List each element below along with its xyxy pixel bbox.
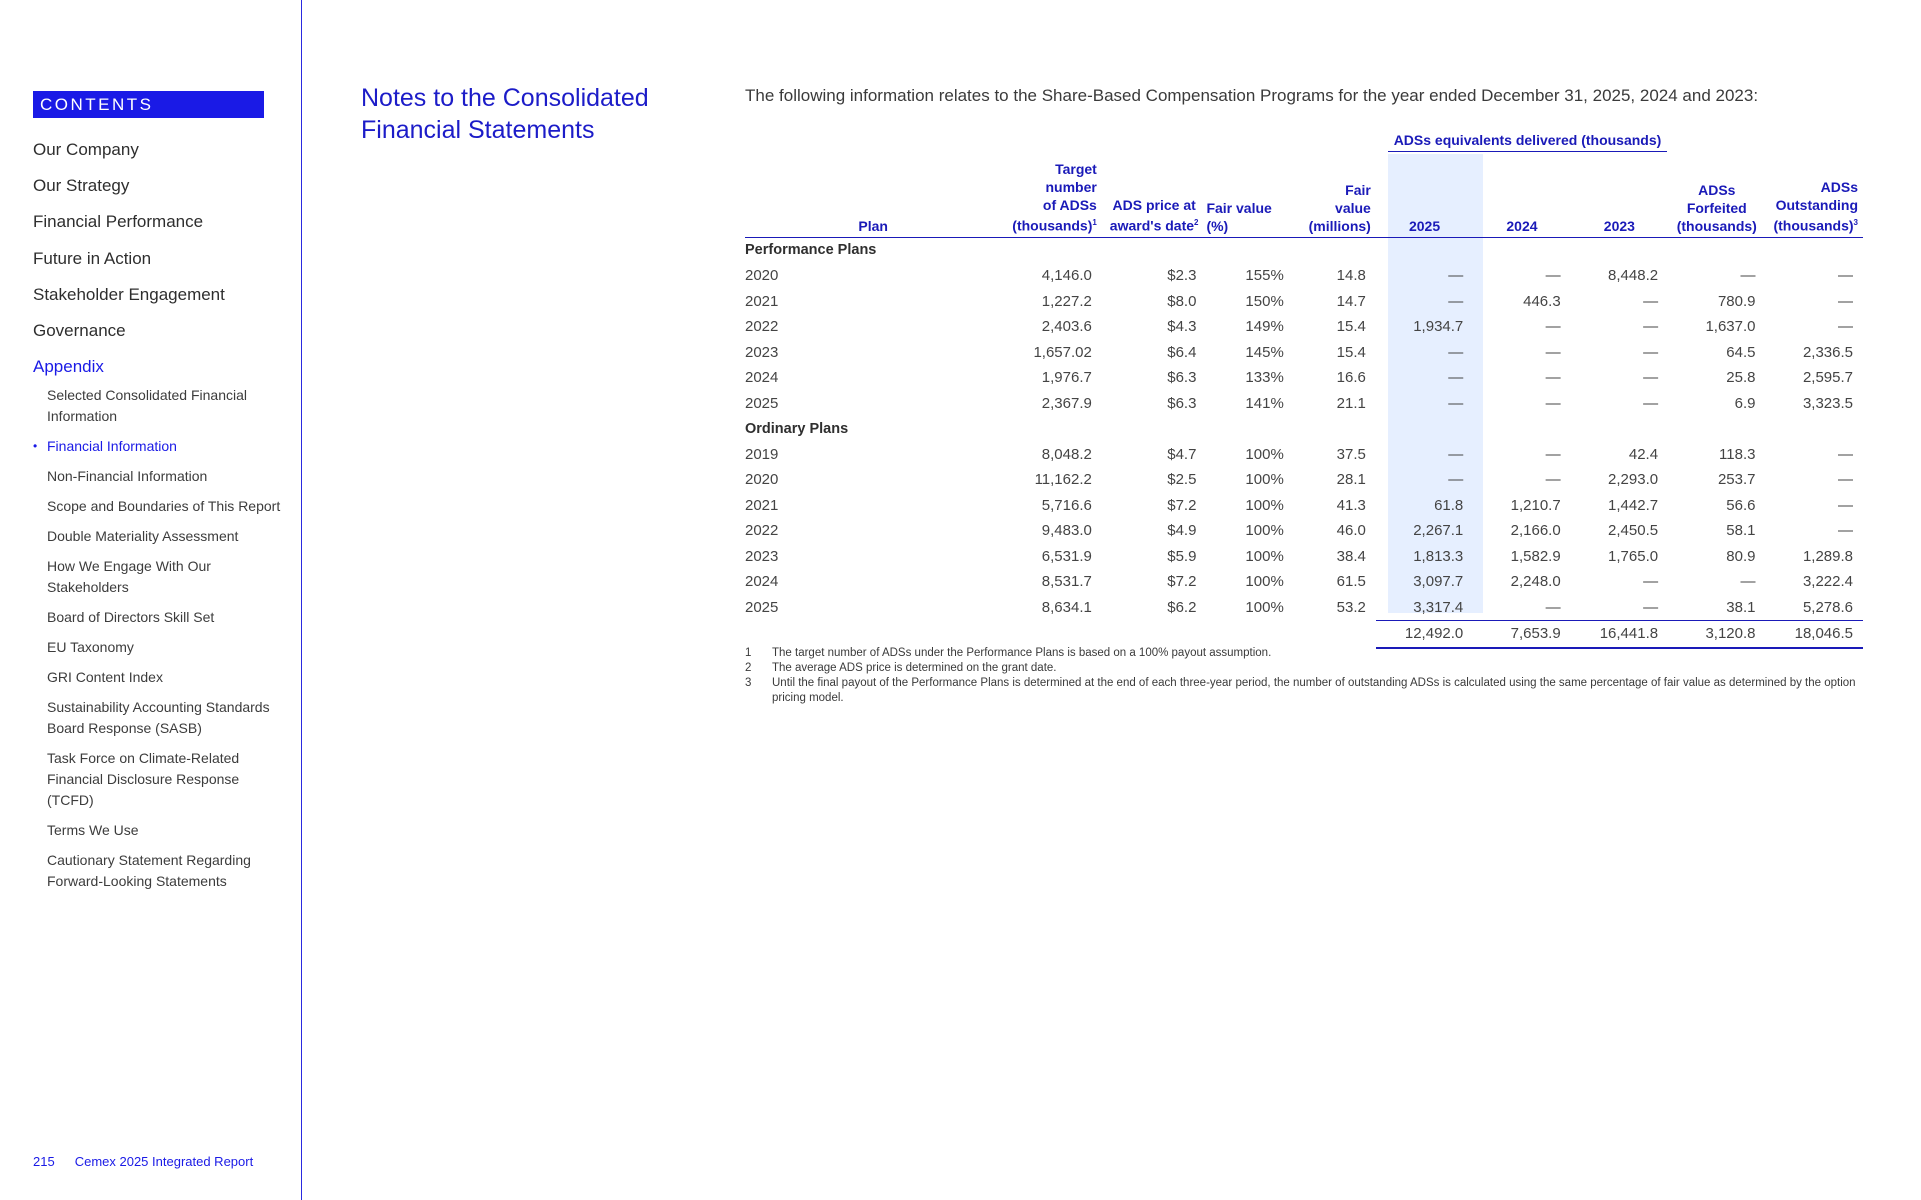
table-cell: 155%	[1245, 267, 1284, 285]
table-cell: 1,976.7	[1041, 369, 1092, 387]
table-cell: 100%	[1245, 471, 1284, 489]
sidebar	[0, 0, 302, 1200]
plan-year-cell: 2024	[745, 573, 779, 591]
table-cell: 8,634.1	[1041, 599, 1092, 617]
table-cell: 100%	[1245, 547, 1284, 565]
table-cell: $6.3	[1167, 369, 1197, 387]
table-cell: 118.3	[1719, 445, 1756, 463]
table-cell: 37.5	[1336, 445, 1366, 463]
sidebar-nav	[33, 136, 288, 901]
nav-sub-tcfd[interactable]: Task Force on Climate-Related Financial Disclosure Response (TCFD)	[47, 750, 240, 809]
table-cell: 38.4	[1336, 547, 1366, 565]
table-row	[745, 263, 1863, 289]
data-table	[745, 160, 1863, 649]
table-cell: —	[1643, 292, 1659, 310]
nav-sub-financial-information[interactable]: • Financial Information	[47, 436, 288, 457]
header-2024: 2024	[1473, 160, 1570, 237]
nav-item-governance[interactable]: Governance	[33, 320, 126, 340]
table-cell: —	[1643, 318, 1659, 336]
table-cell: 15.4	[1336, 343, 1366, 361]
table-cell: 100%	[1245, 496, 1284, 514]
header-ads-price: ADS price at award's date$^2$	[1102, 160, 1207, 237]
table-cell: 8,448.2	[1608, 267, 1659, 285]
table-cell: $4.9	[1167, 522, 1197, 540]
table-cell: 1,813.3	[1413, 547, 1464, 565]
table-cell: 9,483.0	[1041, 522, 1092, 540]
section-title: Ordinary Plans	[745, 420, 849, 437]
nav-sub-engage-stakeholders[interactable]: How We Engage With Our Stakeholders	[47, 558, 211, 596]
table-cell: —	[1545, 445, 1561, 463]
nav-item-our-strategy[interactable]: Our Strategy	[33, 176, 130, 196]
table-cell: $6.2	[1167, 599, 1197, 617]
table-cell: 8,531.7	[1041, 573, 1092, 591]
table-cell: 38.1	[1726, 598, 1756, 616]
table-cell: 3,097.7	[1413, 573, 1464, 591]
report-name: Cemex 2025 Integrated Report	[74, 1154, 254, 1169]
empty-cell	[1302, 621, 1376, 648]
nav-sub-selected-financial-info[interactable]: Selected Consolidated Financial Information	[47, 387, 248, 425]
nav-sub-cautionary[interactable]: Cautionary Statement Regarding Forward-Looking Statements	[47, 852, 251, 890]
table-cell: 100%	[1245, 522, 1284, 540]
page-footer	[33, 1154, 273, 1169]
nav-sub-gri-index[interactable]: GRI Content Index	[47, 669, 163, 686]
table-cell: 8,048.2	[1041, 445, 1092, 463]
table-cell: 5,278.6	[1802, 598, 1853, 616]
table-cell: $5.9	[1167, 547, 1197, 565]
nav-item-appendix[interactable]: Appendix	[33, 357, 104, 377]
nav-item-our-company[interactable]: Our Company	[33, 140, 139, 159]
table-cell: 446.3	[1523, 292, 1561, 310]
table-cell: 46.0	[1336, 522, 1366, 540]
table-row	[745, 340, 1863, 366]
table-row	[745, 569, 1863, 595]
table-cell: —	[1545, 598, 1561, 616]
table-cell: $7.2	[1167, 496, 1197, 514]
table-cell: 133%	[1245, 369, 1284, 387]
footnote: 2 The average ADS price is determined on the grant date.	[745, 662, 1057, 674]
table-cell: 6,531.9	[1041, 547, 1092, 565]
nav-sub-double-materiality[interactable]: Double Materiality Assessment	[47, 528, 239, 545]
total-cell: 18,046.5	[1765, 621, 1863, 648]
table-cell: —	[1448, 343, 1464, 361]
nav-item-financial-performance[interactable]: Financial Performance	[33, 212, 204, 232]
table-row	[745, 365, 1863, 391]
header-fair-value-millions: Fair value (millions)	[1302, 160, 1376, 237]
table-cell: 56.6	[1726, 496, 1756, 514]
table-cell: —	[1838, 471, 1853, 489]
table-cell: 6.9	[1734, 394, 1756, 412]
table-cell: —	[1545, 394, 1561, 412]
plan-year-cell: 2020	[745, 267, 779, 285]
plan-year-cell: 2024	[745, 369, 779, 387]
nav-item-stakeholder-engagement[interactable]: Stakeholder Engagement	[33, 284, 225, 304]
table-cell: 1,765.0	[1608, 547, 1659, 565]
table-cell: 2,293.0	[1608, 471, 1659, 489]
table-cell: 53.2	[1336, 599, 1366, 617]
header-outstanding: ADSs Outstanding (thousands)$^3$	[1765, 160, 1863, 237]
plan-year-cell: 2020	[745, 471, 779, 489]
table-cell: 14.8	[1336, 267, 1366, 285]
plan-year-cell: 2022	[745, 318, 779, 336]
table-cell: $6.4	[1167, 343, 1197, 361]
section-row	[745, 237, 1863, 263]
table-cell: —	[1545, 318, 1561, 336]
table-cell: 1,657.02	[1033, 343, 1092, 361]
table-cell: 141%	[1245, 394, 1284, 412]
table-cell: 253.7	[1717, 471, 1756, 489]
contents-badge[interactable]: CONTENTS	[33, 91, 264, 118]
page-number: 215	[33, 1154, 55, 1169]
table-cell: 150%	[1245, 292, 1284, 310]
table-cell: —	[1448, 471, 1464, 489]
total-cell: 12,492.0	[1376, 621, 1473, 648]
empty-cell	[745, 621, 1001, 648]
plan-year-cell: 2025	[745, 599, 779, 617]
intro-text: The following information relates to the Share-Based Compensation Programs for the year ended December 31, 2025, 2024 and 2023:	[745, 86, 1759, 105]
empty-cell	[1102, 621, 1207, 648]
nav-sub-scope-boundaries[interactable]: Scope and Boundaries of This Report	[47, 498, 281, 515]
plan-year-cell: 2021	[745, 496, 779, 514]
table-cell: —	[1838, 445, 1853, 463]
table-cell: 1,227.2	[1041, 292, 1092, 310]
header-target: Target number of ADSs (thousands)$^1$	[1001, 160, 1101, 237]
table-cell: 3,317.4	[1413, 598, 1464, 616]
table-cell: —	[1448, 267, 1464, 285]
table-cell: 2,248.0	[1510, 573, 1561, 591]
table-cell: $4.7	[1167, 445, 1197, 463]
table-cell: 4,146.0	[1041, 267, 1092, 285]
header-fair-value-pct: Fair value (%)	[1206, 160, 1301, 237]
table-cell: —	[1643, 394, 1659, 412]
nav-sub-eu-taxonomy[interactable]: EU Taxonomy	[47, 639, 134, 656]
table-cell: 14.7	[1336, 292, 1366, 310]
table-row	[745, 493, 1863, 519]
table-row	[745, 518, 1863, 544]
plan-year-cell: 2023	[745, 343, 779, 361]
table-cell: —	[1740, 267, 1756, 285]
header-2025: 2025	[1376, 160, 1473, 237]
nav-sub-terms[interactable]: Terms We Use	[47, 822, 139, 839]
table-cell: $2.5	[1167, 471, 1197, 489]
footnotes	[745, 646, 1863, 706]
table-cell: 2,450.5	[1608, 522, 1659, 540]
table-cell: 64.5	[1726, 343, 1756, 361]
table-cell: 100%	[1245, 573, 1284, 591]
section-title: Performance Plans	[745, 242, 877, 259]
nav-sub-board-skill-set[interactable]: Board of Directors Skill Set	[47, 609, 215, 626]
table-cell: 2,267.1	[1413, 522, 1464, 540]
plan-year-cell: 2021	[745, 292, 779, 310]
table-row	[745, 391, 1863, 417]
table-cell: —	[1838, 267, 1853, 285]
table-cell: 3,323.5	[1802, 394, 1853, 412]
empty-cell	[1206, 621, 1301, 648]
table-cell: 149%	[1245, 318, 1284, 336]
table-row	[745, 442, 1863, 468]
table-cell: 25.8	[1726, 369, 1756, 387]
header-forfeited: ADSs Forfeited (thousands)	[1668, 160, 1765, 237]
table-cell: 21.1	[1336, 394, 1366, 412]
appendix-sub-list	[33, 385, 288, 892]
plan-year-cell: 2025	[745, 394, 779, 412]
total-cell: 3,120.8	[1668, 621, 1765, 648]
table-cell: —	[1643, 573, 1659, 591]
table-row	[745, 467, 1863, 493]
table-cell: 16.6	[1336, 369, 1366, 387]
header-2023: 2023	[1571, 160, 1668, 237]
plan-year-cell: 2023	[745, 547, 779, 565]
table-cell: —	[1740, 573, 1756, 591]
table-cell: —	[1643, 369, 1659, 387]
table-cell: —	[1448, 369, 1464, 387]
group-header: ADSs equivalents delivered (thousands)	[1388, 132, 1667, 152]
table-cell: 2,403.6	[1041, 318, 1092, 336]
table-cell: —	[1838, 318, 1853, 336]
nav-sub-non-financial-information[interactable]: Non-Financial Information	[47, 468, 208, 485]
table-cell: —	[1838, 496, 1853, 514]
plan-year-cell: 2022	[745, 522, 779, 540]
table-cell: $6.3	[1167, 394, 1197, 412]
table-cell: —	[1643, 343, 1659, 361]
table-cell: 61.8	[1434, 496, 1464, 514]
total-cell: 7,653.9	[1473, 621, 1570, 648]
table-cell: —	[1448, 292, 1464, 310]
table-cell: 58.1	[1726, 522, 1756, 540]
table-cell: 5,716.6	[1041, 496, 1092, 514]
total-row	[745, 621, 1863, 648]
table-cell: —	[1545, 343, 1561, 361]
table-cell: $8.0	[1167, 292, 1197, 310]
total-cell: 16,441.8	[1571, 621, 1668, 648]
table-cell: 145%	[1245, 343, 1284, 361]
table-row	[745, 314, 1863, 340]
table-cell: 1,637.0	[1705, 318, 1756, 336]
table-cell: 28.1	[1336, 471, 1366, 489]
table-cell: —	[1545, 267, 1561, 285]
nav-item-future-in-action[interactable]: Future in Action	[33, 248, 152, 268]
table-cell: 80.9	[1726, 547, 1756, 565]
nav-sub-sasb[interactable]: Sustainability Accounting Standards Board Response (SASB)	[47, 699, 270, 737]
table-cell: 2,166.0	[1510, 522, 1561, 540]
table-cell: 1,934.7	[1413, 318, 1464, 336]
table-row	[745, 595, 1863, 621]
table-cell: —	[1545, 369, 1561, 387]
table-row	[745, 544, 1863, 570]
table-cell: 3,222.4	[1802, 573, 1853, 591]
table-cell: 1,210.7	[1510, 496, 1561, 514]
table-cell: 15.4	[1336, 318, 1366, 336]
table-cell: 2,336.5	[1802, 343, 1853, 361]
table-cell: 780.9	[1717, 292, 1756, 310]
header-plan: Plan	[745, 160, 1001, 237]
table-cell: 100%	[1245, 599, 1284, 617]
table-row	[745, 289, 1863, 315]
footnote: 1 The target number of ADSs under the Performance Plans is based on a 100% payout assumption.	[745, 647, 1272, 659]
table-cell: 41.3	[1336, 496, 1366, 514]
table-cell: 2,367.9	[1041, 394, 1092, 412]
page-title: Notes to the Consolidated Financial Statements	[361, 84, 649, 144]
table-cell: —	[1838, 522, 1853, 540]
table-cell: $2.3	[1167, 267, 1197, 285]
footnote: 3 Until the final payout of the Performance Plans is determined at the end of each three-year period, the number of outstanding ADSs is calculated using the same percentage of fair value as determined by the option pricing model.	[745, 677, 1856, 704]
table-cell: 100%	[1245, 445, 1284, 463]
empty-cell	[1001, 621, 1101, 648]
header-row	[745, 160, 1863, 237]
plan-year-cell: 2019	[745, 445, 779, 463]
table-cell: —	[1448, 445, 1464, 463]
table-cell: —	[1838, 292, 1853, 310]
table-cell: 1,289.8	[1802, 547, 1853, 565]
table-cell: —	[1448, 394, 1464, 412]
table-cell: 11,162.2	[1034, 471, 1092, 489]
table-cell: 1,442.7	[1608, 496, 1659, 514]
table-cell: —	[1643, 598, 1659, 616]
table-cell: $4.3	[1167, 318, 1197, 336]
table-cell: 42.4	[1628, 445, 1659, 463]
table-cell: 1,582.9	[1510, 547, 1561, 565]
section-row	[745, 416, 1863, 442]
table-cell: 2,595.7	[1802, 369, 1853, 387]
table-cell: —	[1545, 471, 1561, 489]
table-cell: 61.5	[1336, 573, 1366, 591]
table-cell: $7.2	[1167, 573, 1197, 591]
